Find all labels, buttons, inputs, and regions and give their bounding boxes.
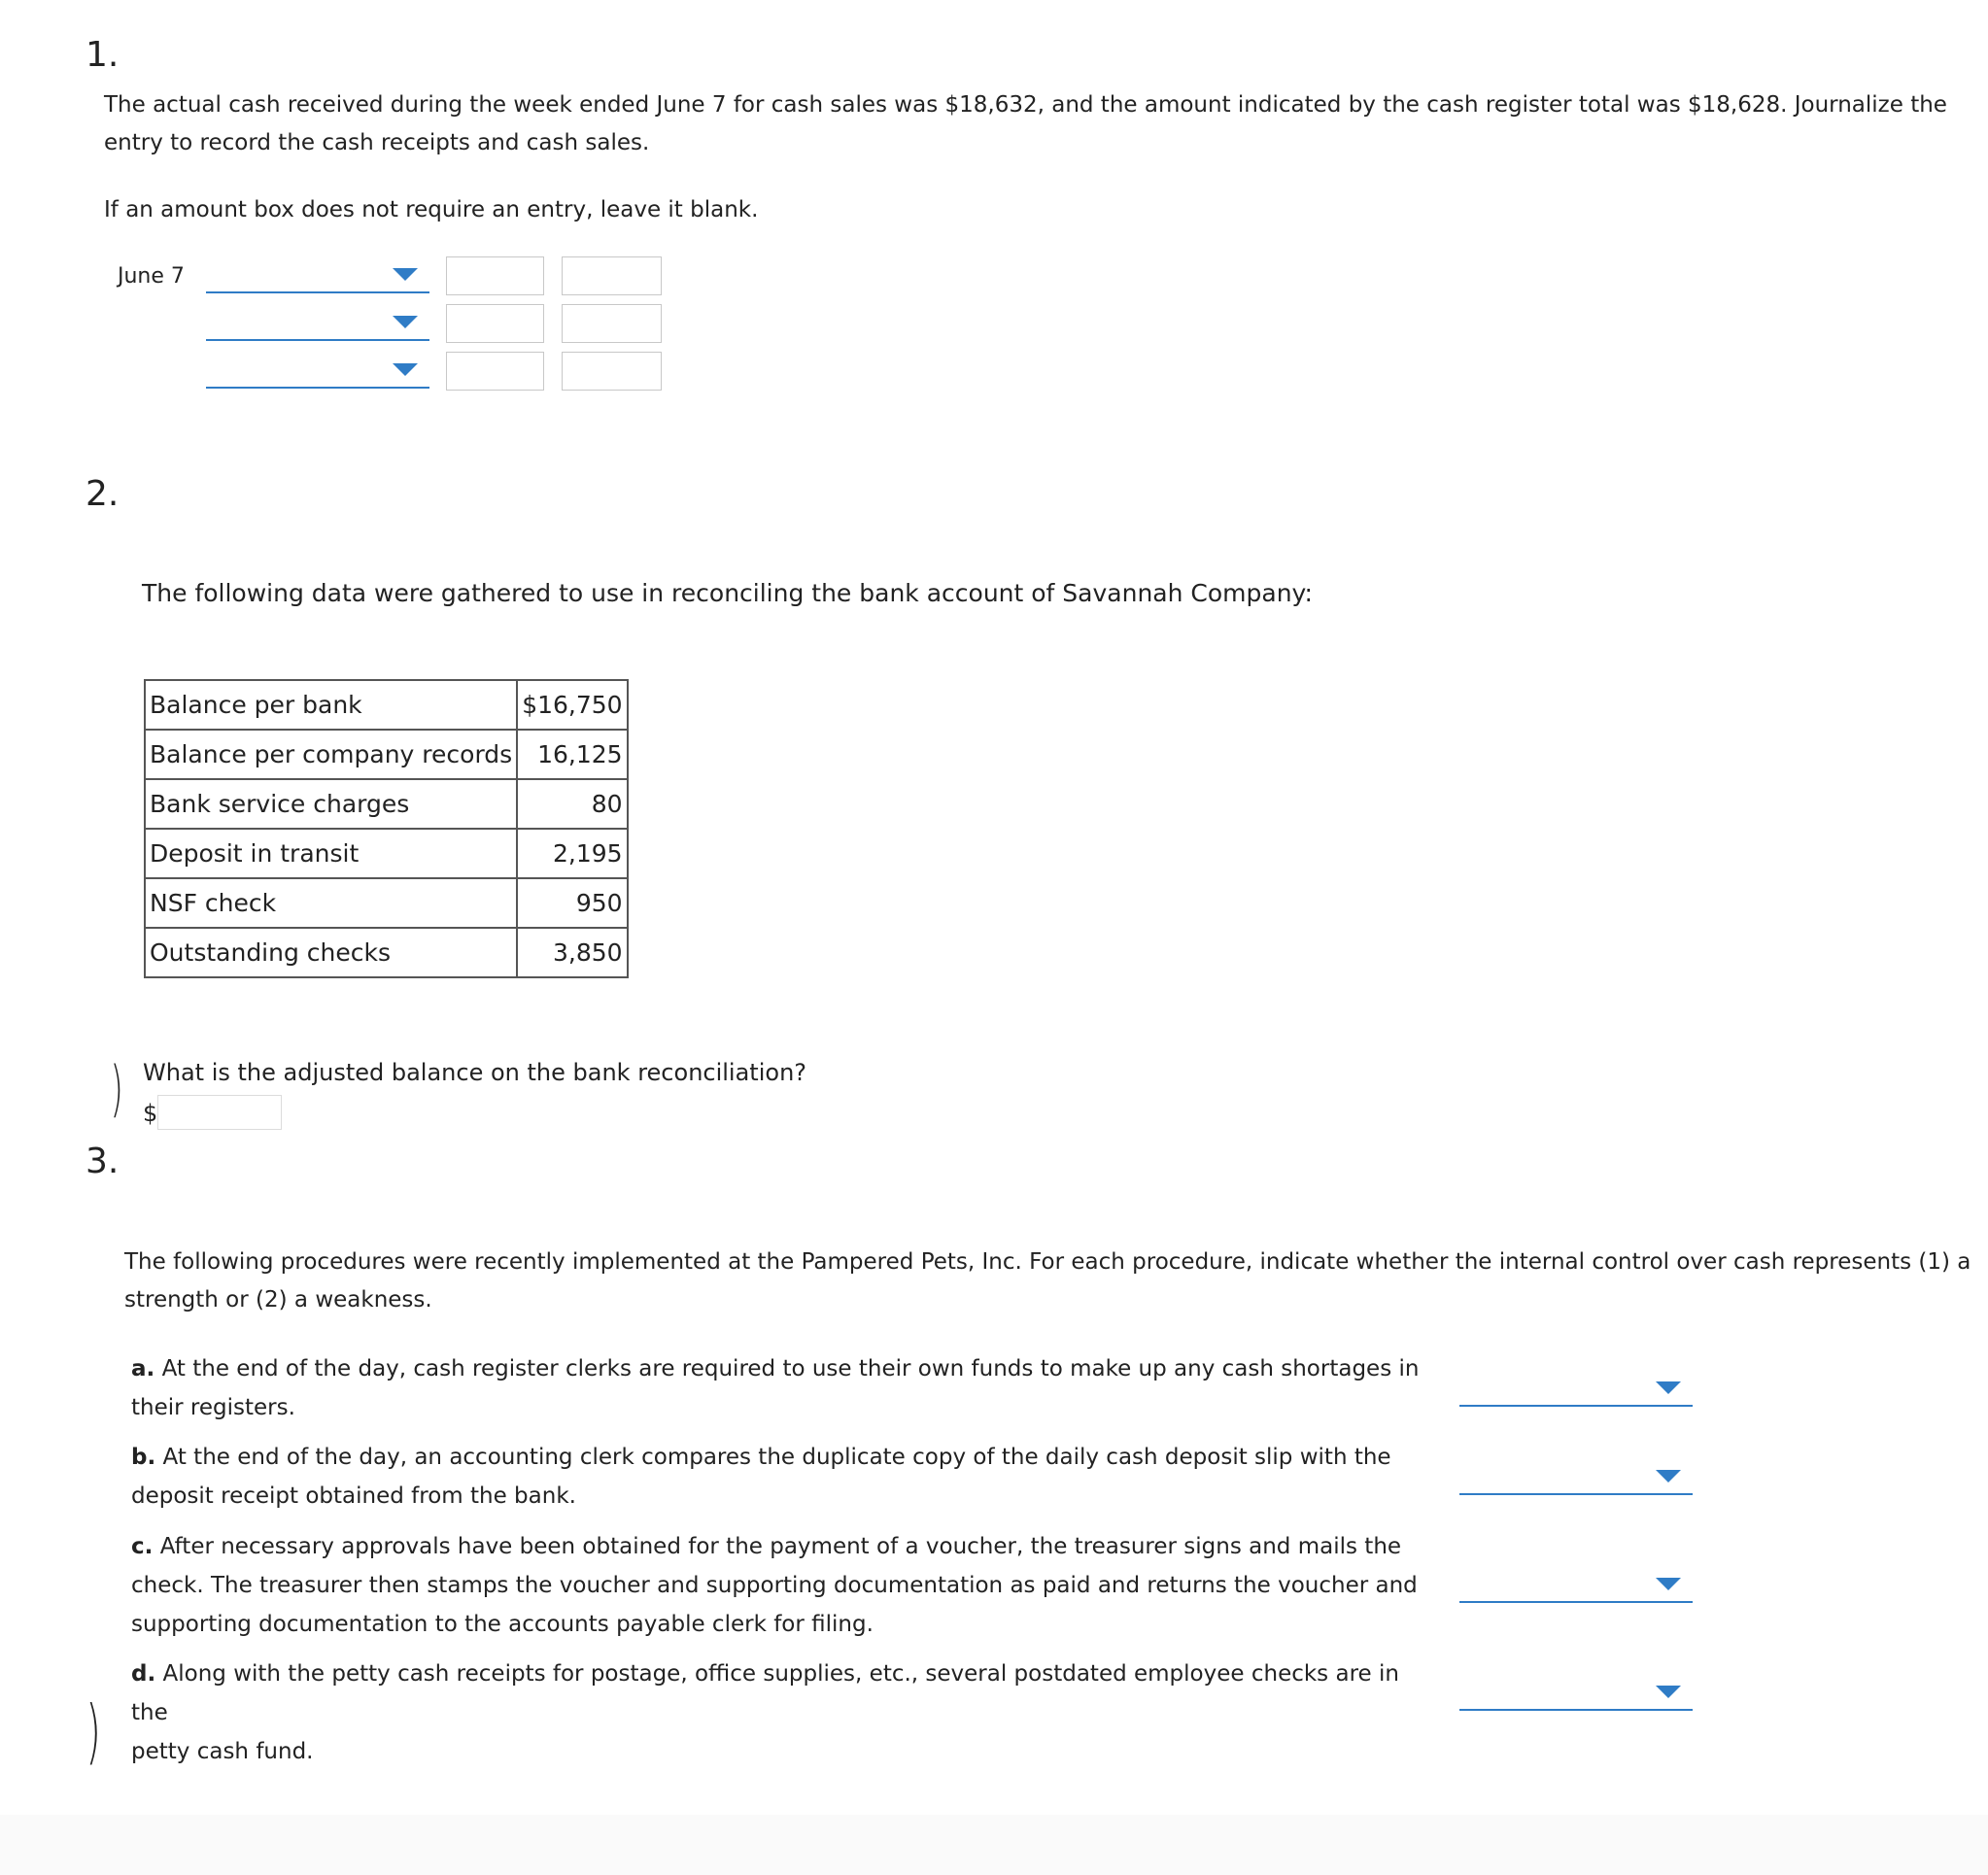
procedure-text-line: check. The treasurer then stamps the voucher and supporting documentation as paid and returns the voucher and bbox=[131, 1573, 1418, 1598]
debit-amount-input-3[interactable] bbox=[446, 352, 544, 391]
chevron-down-icon bbox=[393, 268, 418, 281]
table-row-value: 2,195 bbox=[517, 829, 627, 878]
question-1-prompt-line1: The actual cash received during the week ended June 7 for cash sales was $18,632, and the amount indicated by the cash register total was $18,628. Journalize the bbox=[104, 92, 1947, 118]
procedure-item-b bbox=[131, 1438, 1438, 1516]
chevron-down-icon bbox=[393, 363, 418, 376]
table-row-label: Bank service charges bbox=[145, 779, 517, 829]
question-3-intro-line2: strength or (2) a weakness. bbox=[124, 1287, 432, 1312]
table-row-value: 16,125 bbox=[517, 730, 627, 779]
table-row-label: Balance per bank bbox=[145, 680, 517, 730]
procedure-text-line: After necessary approvals have been obtained for the payment of a voucher, the treasurer signs and mails the bbox=[159, 1534, 1402, 1559]
bracket-mark: ) bbox=[86, 1690, 101, 1772]
table-row-label: NSF check bbox=[145, 878, 517, 928]
procedure-c-select[interactable] bbox=[1459, 1572, 1693, 1603]
journal-date-label: June 7 bbox=[118, 264, 185, 289]
bracket-mark: ) bbox=[110, 1053, 123, 1124]
chevron-down-icon bbox=[1656, 1470, 1681, 1483]
question-3-number: 3. bbox=[86, 1142, 120, 1181]
table-row-value: 3,850 bbox=[517, 928, 627, 977]
adjusted-balance-question: What is the adjusted balance on the bank reconciliation? bbox=[143, 1059, 807, 1086]
chevron-down-icon bbox=[1656, 1686, 1681, 1698]
question-3-intro-line1: The following procedures were recently implemented at the Pampered Pets, Inc. For each procedure, indicate whether the internal control over cash represents (1) a bbox=[124, 1249, 1971, 1275]
table-row bbox=[145, 680, 628, 730]
table-row-value: 950 bbox=[517, 878, 627, 928]
procedure-text-line: deposit receipt obtained from the bank. bbox=[131, 1483, 576, 1509]
procedure-text-line: petty cash fund. bbox=[131, 1739, 314, 1764]
chevron-down-icon bbox=[1656, 1381, 1681, 1394]
procedure-text-line: supporting documentation to the accounts payable clerk for filing. bbox=[131, 1612, 874, 1637]
page-footer-area bbox=[0, 1815, 1988, 1875]
question-2-number: 2. bbox=[86, 474, 120, 514]
procedure-item-d bbox=[131, 1654, 1438, 1771]
table-row-label: Balance per company records bbox=[145, 730, 517, 779]
question-2-intro: The following data were gathered to use in reconciling the bank account of Savannah Company: bbox=[142, 579, 1313, 607]
procedure-text-line: their registers. bbox=[131, 1395, 295, 1420]
procedure-letter: d. bbox=[131, 1661, 156, 1687]
procedure-d-select[interactable] bbox=[1459, 1680, 1693, 1711]
table-row bbox=[145, 730, 628, 779]
procedure-letter: c. bbox=[131, 1534, 154, 1559]
debit-amount-input-1[interactable] bbox=[446, 256, 544, 295]
question-1-number: 1. bbox=[86, 35, 120, 75]
procedure-b-select[interactable] bbox=[1459, 1464, 1693, 1495]
journal-account-select-1[interactable] bbox=[206, 262, 429, 293]
chevron-down-icon bbox=[393, 316, 418, 328]
table-row-value: 80 bbox=[517, 779, 627, 829]
currency-symbol: $ bbox=[143, 1100, 158, 1127]
procedure-a-select[interactable] bbox=[1459, 1376, 1693, 1407]
procedure-letter: a. bbox=[131, 1356, 155, 1381]
procedure-letter: b. bbox=[131, 1445, 156, 1470]
table-row-label: Outstanding checks bbox=[145, 928, 517, 977]
question-3-intro bbox=[124, 1244, 1980, 1319]
table-row bbox=[145, 878, 628, 928]
question-1-prompt bbox=[104, 86, 1950, 162]
procedure-text-line: At the end of the day, cash register clerks are required to use their own funds to make up any cash shortages in bbox=[161, 1356, 1420, 1381]
procedure-text-line: At the end of the day, an accounting clerk compares the duplicate copy of the daily cash deposit slip with the bbox=[162, 1445, 1391, 1470]
debit-amount-input-2[interactable] bbox=[446, 304, 544, 343]
chevron-down-icon bbox=[1656, 1578, 1681, 1590]
table-row bbox=[145, 779, 628, 829]
reconciliation-data-table bbox=[144, 679, 629, 978]
procedure-text-line: Along with the petty cash receipts for postage, office supplies, etc., several postdated employee checks are in the bbox=[131, 1661, 1399, 1725]
credit-amount-input-1[interactable] bbox=[562, 256, 662, 295]
question-1-instruction: If an amount box does not require an entry, leave it blank. bbox=[104, 197, 759, 222]
procedure-item-a bbox=[131, 1349, 1438, 1427]
journal-account-select-2[interactable] bbox=[206, 310, 429, 341]
table-row bbox=[145, 829, 628, 878]
procedure-item-c bbox=[131, 1527, 1438, 1644]
adjusted-balance-input[interactable] bbox=[157, 1095, 282, 1130]
credit-amount-input-3[interactable] bbox=[562, 352, 662, 391]
table-row bbox=[145, 928, 628, 977]
journal-account-select-3[interactable] bbox=[206, 358, 429, 389]
question-1-prompt-line2: entry to record the cash receipts and cash sales. bbox=[104, 130, 650, 155]
table-row-value: $16,750 bbox=[517, 680, 627, 730]
credit-amount-input-2[interactable] bbox=[562, 304, 662, 343]
table-row-label: Deposit in transit bbox=[145, 829, 517, 878]
